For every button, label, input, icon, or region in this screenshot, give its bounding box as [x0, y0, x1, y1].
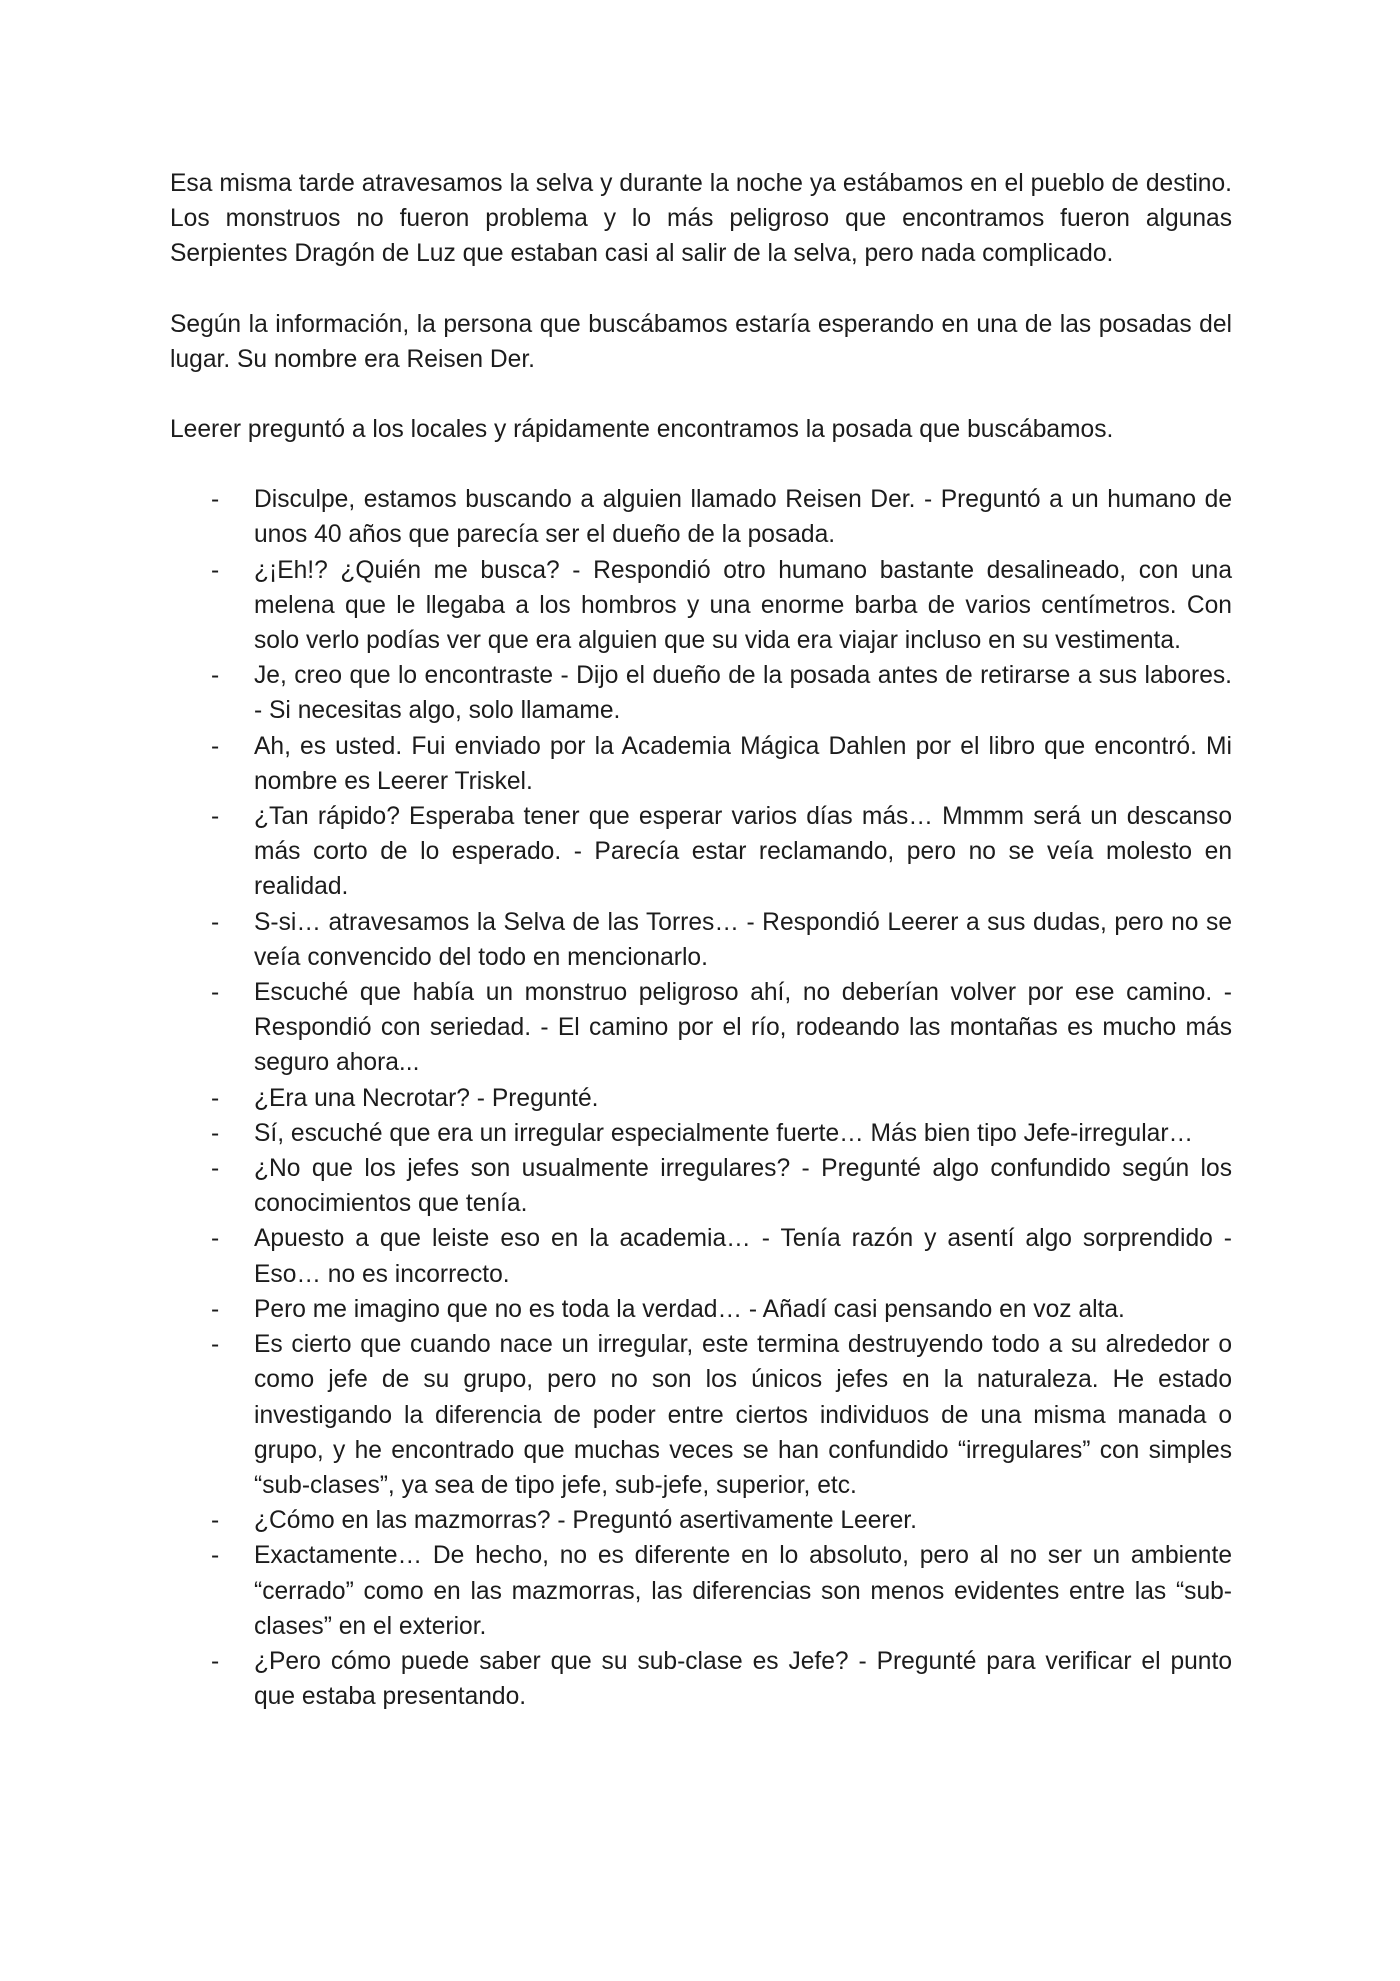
narrative-paragraph: Leerer preguntó a los locales y rápidamente encontramos la posada que buscábamos.	[170, 416, 1114, 444]
dialogue-line	[170, 1221, 1232, 1291]
dialogue-dash: -	[211, 1331, 220, 1359]
dialogue-text: Es cierto que cuando nace un irregular, este termina destruyendo todo a su alrededor o como jefe de su grupo, pero no son los únicos jefes en la naturaleza. He estado investigando la diferencia de poder entre ciertos individuos de una misma manada o grupo, y he encontrado que muchas veces se han confundido “irregulares” con simples “sub-clases”, ya sea de tipo jefe, sub-jefe, superior, etc.	[254, 1331, 1232, 1499]
dialogue-dash: -	[211, 1647, 220, 1675]
dialogue-list	[170, 482, 1232, 1714]
dialogue-text: Exactamente… De hecho, no es diferente en lo absoluto, pero al no ser un ambiente “cerrado” como en las mazmorras, las diferencias son menos evidentes entre las “sub-clases” en el exterior.	[254, 1542, 1232, 1640]
dialogue-line	[170, 729, 1232, 799]
dialogue-dash: -	[211, 556, 220, 584]
dialogue-line	[170, 1116, 1232, 1151]
dialogue-line	[170, 482, 1232, 552]
dialogue-dash: -	[211, 1084, 220, 1112]
narrative-paragraph: Según la información, la persona que buscábamos estaría esperando en una de las posadas del lugar. Su nombre era Reisen Der.	[170, 310, 1232, 373]
dialogue-text: ¿No que los jefes son usualmente irregulares? - Pregunté algo confundido según los conocimientos que tenía.	[254, 1155, 1232, 1218]
dialogue-dash: -	[211, 1155, 220, 1183]
dialogue-line	[170, 658, 1232, 728]
dialogue-text: ¿Pero cómo puede saber que su sub-clase es Jefe? - Pregunté para verificar el punto que estaba presentando.	[254, 1647, 1232, 1711]
dialogue-line	[170, 799, 1232, 905]
dialogue-text: Ah, es usted. Fui enviado por la Academia Mágica Dahlen por el libro que encontró. Mi nombre es Leerer Triskel.	[254, 732, 1232, 795]
dialogue-text: Je, creo que lo encontraste - Dijo el dueño de la posada antes de retirarse a sus labores. - Si necesitas algo, solo llamame.	[254, 662, 1232, 725]
dialogue-line	[170, 1292, 1232, 1327]
dialogue-line	[170, 1538, 1232, 1644]
dialogue-dash: -	[211, 908, 220, 936]
dialogue-text: Disculpe, estamos buscando a alguien llamado Reisen Der. - Preguntó a un humano de unos 40 años que parecía ser el dueño de la posada.	[254, 486, 1232, 549]
dialogue-line	[170, 905, 1232, 975]
dialogue-line	[170, 975, 1232, 1081]
dialogue-line	[170, 1151, 1232, 1221]
dialogue-line	[170, 553, 1232, 659]
dialogue-text: Pero me imagino que no es toda la verdad… - Añadí casi pensando en voz alta.	[254, 1295, 1125, 1323]
dialogue-line	[170, 1327, 1232, 1503]
dialogue-dash: -	[211, 1295, 220, 1323]
dialogue-dash: -	[211, 979, 220, 1007]
dialogue-text: S-si… atravesamos la Selva de las Torres… - Respondió Leerer a sus dudas, pero no se veía convencido del todo en mencionarlo.	[254, 908, 1232, 971]
dialogue-dash: -	[211, 1119, 220, 1147]
dialogue-text: Escuché que había un monstruo peligroso ahí, no deberían volver por ese camino. - Respondió con seriedad. - El camino por el río, rodeando las montañas es mucho más seguro ahora...	[254, 979, 1232, 1077]
dialogue-dash: -	[211, 486, 220, 514]
document-page	[170, 166, 1232, 1714]
dialogue-dash: -	[211, 662, 220, 690]
dialogue-dash: -	[211, 803, 220, 831]
dialogue-text: ¿Tan rápido? Esperaba tener que esperar varios días más… Mmmm será un descanso más corto de lo esperado. - Parecía estar reclamando, pero no se veía molesto en realidad.	[254, 803, 1232, 901]
dialogue-dash: -	[211, 732, 220, 760]
dialogue-dash: -	[211, 1542, 220, 1570]
dialogue-text: ¿¡Eh!? ¿Quién me busca? - Respondió otro humano bastante desalineado, con una melena que le llegaba a los hombros y una enorme barba de varios centímetros. Con solo verlo podías ver que era alguien que su vida era viajar incluso en su vestimenta.	[254, 556, 1232, 655]
dialogue-text: Apuesto a que leiste eso en la academia… - Tenía razón y asentí algo sorprendido - Eso… no es incorrecto.	[254, 1225, 1232, 1288]
dialogue-text: Sí, escuché que era un irregular especialmente fuerte… Más bien tipo Jefe-irregular…	[254, 1119, 1194, 1147]
dialogue-line	[170, 1081, 1232, 1116]
dialogue-line	[170, 1503, 1232, 1538]
dialogue-text: ¿Cómo en las mazmorras? - Preguntó asertivamente Leerer.	[254, 1507, 917, 1535]
narrative-paragraph: Esa misma tarde atravesamos la selva y durante la noche ya estábamos en el pueblo de destino. Los monstruos no fueron problema y lo más peligroso que encontramos fueron algunas Serpientes Dragón de Luz que estaban casi al salir de la selva, pero nada complicado.	[170, 170, 1232, 268]
dialogue-dash: -	[211, 1225, 220, 1253]
dialogue-dash: -	[211, 1507, 220, 1535]
dialogue-text: ¿Era una Necrotar? - Pregunté.	[254, 1084, 599, 1112]
dialogue-line	[170, 1644, 1232, 1714]
